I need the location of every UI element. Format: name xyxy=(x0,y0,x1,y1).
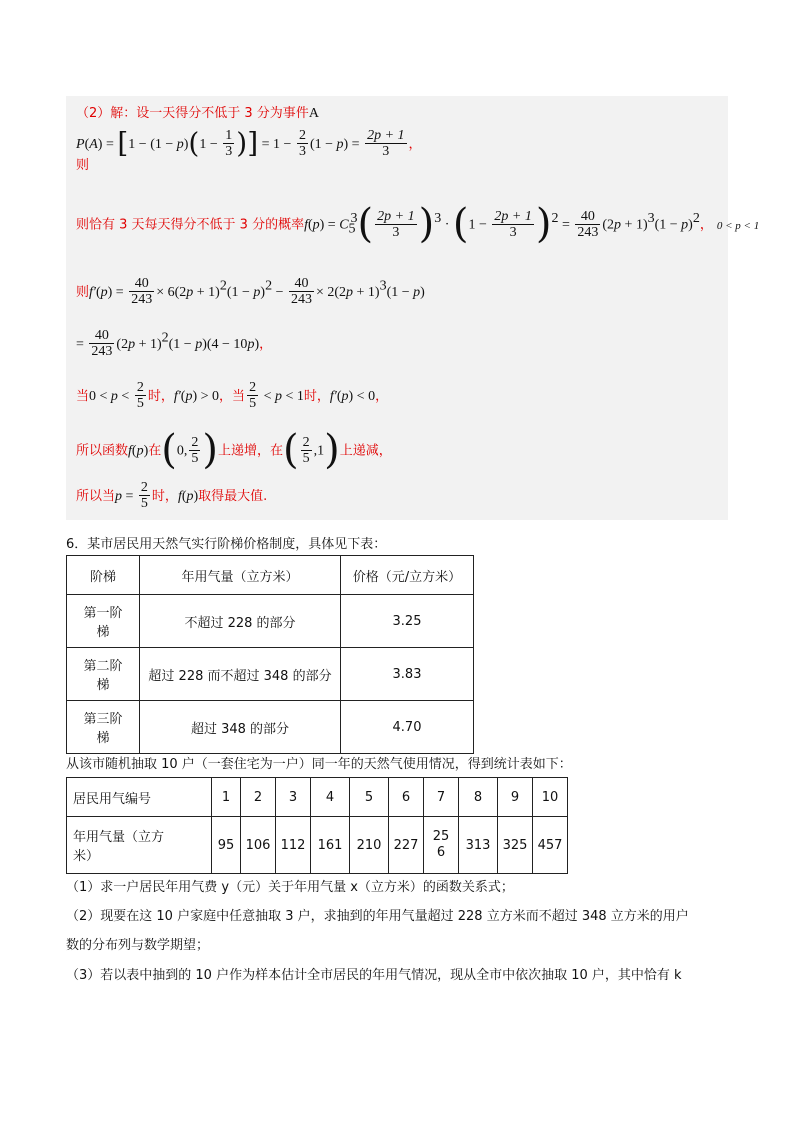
inc-label: 上递增，在 xyxy=(217,443,283,459)
value-cell: 325 xyxy=(498,817,533,874)
id-cell: 1 xyxy=(212,778,241,817)
shi-label-3: 时， xyxy=(151,489,178,504)
so-func-label: 所以函数 xyxy=(76,443,129,459)
table-row xyxy=(67,778,568,817)
shi-label-2: 时， xyxy=(303,389,330,404)
table-row xyxy=(67,817,568,874)
monotonic-line: 当0 < p < $\frac{2}{5}$ 时，f′(p) > 0，当 $\frac{2}{5}$ < p < 1时，f′(p) < 0， xyxy=(76,380,389,411)
tier-cell xyxy=(67,595,140,648)
tier-price-table xyxy=(66,555,474,754)
id-cell: 9 xyxy=(498,778,533,817)
id-cell: 8 xyxy=(459,778,498,817)
value-cell: 112 xyxy=(276,817,311,874)
value-cell: 210 xyxy=(350,817,389,874)
then-label: 则 xyxy=(76,158,90,173)
tier-name-suffix: 梯 xyxy=(96,625,110,640)
row-label xyxy=(67,817,212,874)
range-cell: 超过 348 的部分 xyxy=(140,701,341,754)
value-cell: 313 xyxy=(459,817,498,874)
in-label: 在 xyxy=(148,443,162,459)
id-cell: 10 xyxy=(533,778,568,817)
question-2-part-b: 数的分布列与数学期望； xyxy=(66,938,210,953)
price-cell: 4.70 xyxy=(341,701,474,754)
range-label: 0 < p < 1 xyxy=(716,219,760,232)
range-cell: 超过 228 而不超过 348 的部分 xyxy=(140,648,341,701)
tier-name-suffix: 梯 xyxy=(96,678,110,693)
tier-name: 第三阶 xyxy=(83,712,123,727)
deriv-then-label: 则 xyxy=(76,285,90,300)
tier-name: 第一阶 xyxy=(83,606,123,621)
tier-cell xyxy=(67,701,140,754)
max-label: 取得最大值. xyxy=(198,489,268,504)
tier-name-suffix: 梯 xyxy=(96,731,110,746)
id-cell: 4 xyxy=(311,778,350,817)
dec-label: 上递减， xyxy=(339,443,392,459)
value-cell: 95 xyxy=(212,817,241,874)
value-cell: 106 xyxy=(241,817,276,874)
id-cell: 5 xyxy=(350,778,389,817)
value-cell: 227 xyxy=(389,817,424,874)
table-row xyxy=(67,701,474,754)
comma-1: ， xyxy=(219,389,233,404)
range-cell: 不超过 228 的部分 xyxy=(140,595,341,648)
id-cell: 6 xyxy=(389,778,424,817)
table-row xyxy=(67,595,474,648)
tier-name: 第二阶 xyxy=(83,659,123,674)
id-cell: 3 xyxy=(276,778,311,817)
when-label-2: 当 xyxy=(232,389,246,404)
when-label: 当 xyxy=(76,389,90,404)
usage-table xyxy=(66,777,568,874)
prob-text-line: 则恰有 3 天每天得分不低于 3 分的概率$f(p) = C_5^3$( $\frac{2p + 1}{3}$ )$^3$ · (1 − $\frac{2p + 1}{3}$ )$^2$ = $\frac{40}{243}$ $(2p + 1)^3(1 - p)^2$， 0 < p < 1 xyxy=(76,201,760,247)
derivative-line: 则f′(p) = $\frac{40}{243}$ × $6(2p + 1)^2(1 - p)^2$ − $\frac{40}{243}$ × $2(2p + 1)^3(1 - p)$ xyxy=(76,276,425,307)
id-cell: 2 xyxy=(241,778,276,817)
header-tier: 阶梯 xyxy=(67,556,140,595)
value-cell: 161 xyxy=(311,817,350,874)
solution-block xyxy=(66,96,760,520)
header-price: 价格（元/立方米） xyxy=(341,556,474,595)
shi-label-1: 时， xyxy=(147,389,174,404)
question-2-part-a: （2）现要在这 10 户家庭中任意抽取 3 户，求抽到的年用气量超过 228 立方米而不超过 348 立方米的用户 xyxy=(66,909,689,924)
question-1: （1）求一户居民年用气费 y（元）关于年用气量 x（立方米）的函数关系式； xyxy=(66,880,514,895)
solution-intro: （2）解：设一天得分不低于 3 分为事件 xyxy=(76,106,309,121)
value-cell: 25 6 xyxy=(424,817,459,874)
prob-text: 则恰有 3 天每天得分不低于 3 分的概率 xyxy=(76,217,305,233)
table-header-row xyxy=(67,556,474,595)
row-label-line2: 米） xyxy=(73,849,100,864)
sample-text: 从该市随机抽取 10 户（一套住宅为一户）同一年的天然气使用情况，得到统计表如下： xyxy=(66,757,572,772)
so-when-label: 所以当 xyxy=(76,489,116,504)
table-row xyxy=(67,648,474,701)
row-label-line1: 年用气量（立方 xyxy=(73,830,165,845)
tier-cell xyxy=(67,648,140,701)
value-cell: 457 xyxy=(533,817,568,874)
event-label: A xyxy=(308,106,319,121)
solution-intro-line xyxy=(76,102,319,122)
max-line: 所以当p = $\frac{2}{5}$ 时，f(p)取得最大值. xyxy=(76,480,268,511)
derivative-simplified-line: = $\frac{40}{243}$ $(2p + 1)^2(1 - p)(4 - 10p)$， xyxy=(76,328,273,359)
id-cell: 7 xyxy=(424,778,459,817)
header-volume: 年用气量（立方米） xyxy=(140,556,341,595)
price-cell: 3.83 xyxy=(341,648,474,701)
interval-line: 所以函数f(p)在(0, $\frac{2}{5}$ )上递增，在( $\frac{2}{5}$ ,1)上递减， xyxy=(76,427,392,473)
row-label: 居民用气编号 xyxy=(67,778,212,817)
prob-formula-line: P(A) = [1 − (1 − p)(1 − $\frac{1}{3}$ )] = 1 − $\frac{2}{3}$ (1 − p) = $\frac{2p + 1}{3}$ ， xyxy=(76,126,422,160)
price-cell: 3.25 xyxy=(341,595,474,648)
question-3: （3）若以表中抽到的 10 户作为样本估计全市居民的年用气情况，现从全市中依次抽取 10 户，其中恰有 k xyxy=(66,968,682,983)
problem-heading: 6．某市居民用天然气实行阶梯价格制度，具体见下表： xyxy=(66,537,387,552)
